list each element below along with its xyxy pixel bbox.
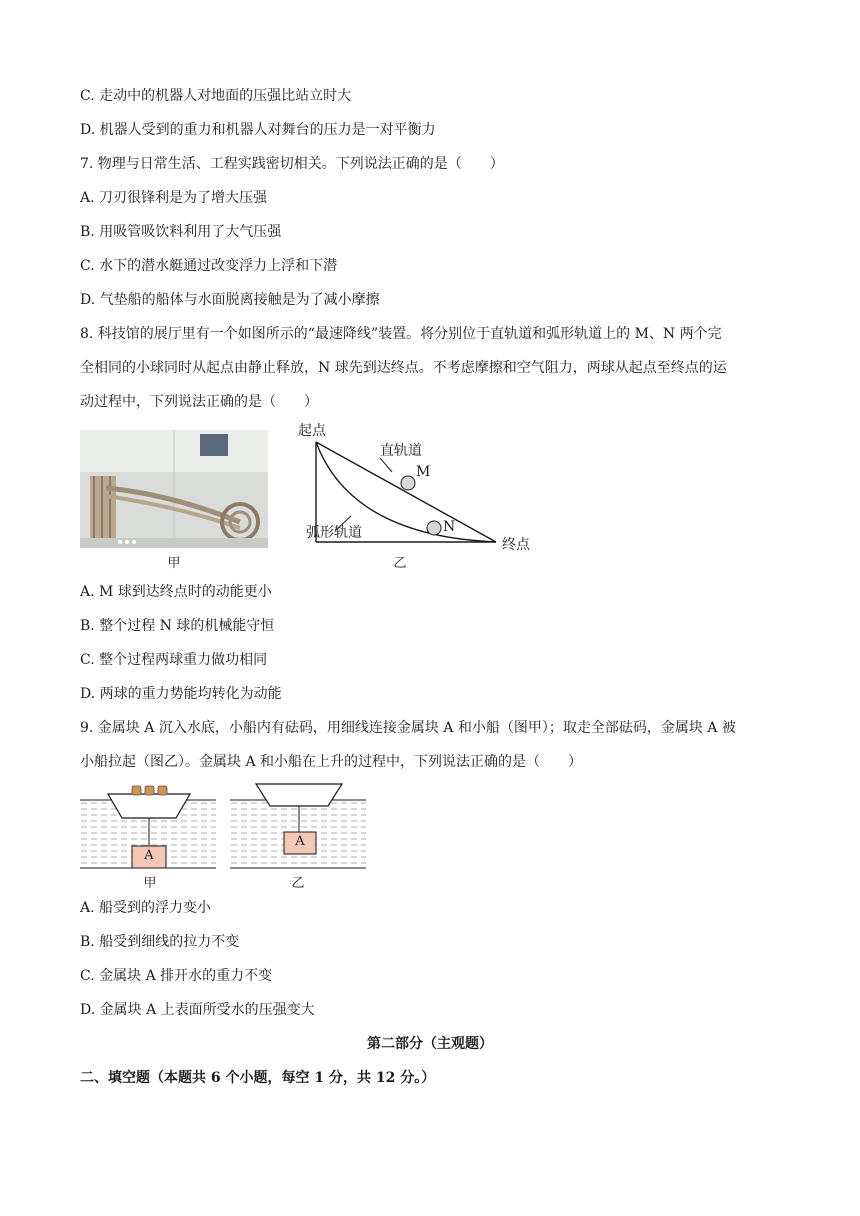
q7-option-b: B. 用吸管吸饮料利用了大气压强	[80, 224, 282, 240]
q8-figure-a-caption: 甲	[167, 556, 181, 571]
q8-option-a: A. M 球到达终点时的动能更小	[80, 584, 272, 600]
q8-option-c: C. 整个过程两球重力做功相同	[80, 652, 268, 668]
q8-option-b: B. 整个过程 N 球的机械能守恒	[80, 618, 275, 634]
q9-option-d: D. 金属块 A 上表面所受水的压强变大	[80, 1002, 315, 1018]
block-a-label-fig-b: A	[295, 834, 305, 849]
boat-lifting-block-icon	[230, 782, 366, 870]
apparatus-photo-icon	[80, 430, 268, 548]
q8-stem-line-3: 动过程中，下列说法正确的是（ ）	[80, 394, 318, 410]
q8-option-d: D. 两球的重力势能均转化为动能	[80, 686, 282, 702]
q9-option-b: B. 船受到细线的拉力不变	[80, 934, 240, 950]
q9-figure-b	[230, 782, 366, 870]
q9-stem-line-2: 小船拉起（图乙）。金属块 A 和小船在上升的过程中，下列说法正确的是（ ）	[80, 754, 583, 770]
q8-stem-line-2: 全相同的小球同时从起点由静止释放，N 球先到达终点。不考虑摩擦和空气阻力，两球从起点至终点的运	[80, 360, 727, 376]
section2-heading: 二、填空题（本题共 6 个小题，每空 1 分，共 12 分。）	[80, 1070, 436, 1086]
part2-title: 第二部分（主观题）	[367, 1036, 493, 1052]
q9-figure-a-caption: 甲	[143, 876, 157, 891]
q7-option-c: C. 水下的潜水艇通过改变浮力上浮和下潜	[80, 258, 338, 274]
ball-n-label: N	[443, 519, 456, 535]
q9-figure-a	[80, 782, 216, 870]
q9-option-a: A. 船受到的浮力变小	[80, 900, 212, 916]
end-point-label: 终点	[502, 537, 530, 553]
q9-figure-b-caption: 乙	[291, 876, 305, 891]
q7-option-d: D. 气垫船的船体与水面脱离接触是为了减小摩擦	[80, 292, 380, 308]
straight-track-label: 直轨道	[380, 443, 422, 459]
q6-option-d: D. 机器人受到的重力和机器人对舞台的压力是一对平衡力	[80, 122, 436, 138]
q9-stem-line-1: 9. 金属块 A 沉入水底，小船内有砝码，用细线连接金属块 A 和小船（图甲）；取走全部砝码，金属块 A 被	[80, 720, 736, 736]
q9-option-c: C. 金属块 A 排开水的重力不变	[80, 968, 273, 984]
q7-stem: 7. 物理与日常生活、工程实践密切相关。下列说法正确的是（ ）	[80, 156, 504, 172]
q8-figure-b-caption: 乙	[393, 556, 407, 571]
ball-m-label: M	[416, 464, 431, 480]
q7-option-a: A. 刀刃很锋利是为了增大压强	[80, 190, 268, 206]
start-point-label: 起点	[298, 423, 326, 439]
q8-stem-line-1: 8. 科技馆的展厅里有一个如图所示的“最速降线”装置。将分别位于直轨道和弧形轨道上的 M、N 两个完	[80, 326, 722, 342]
block-a-label-fig-a: A	[144, 848, 154, 863]
q8-figure-diagram	[296, 418, 546, 558]
q8-figure-photo	[80, 430, 268, 548]
q6-option-c: C. 走动中的机器人对地面的压强比站立时大	[80, 88, 352, 104]
curved-track-label: 弧形轨道	[306, 525, 362, 541]
